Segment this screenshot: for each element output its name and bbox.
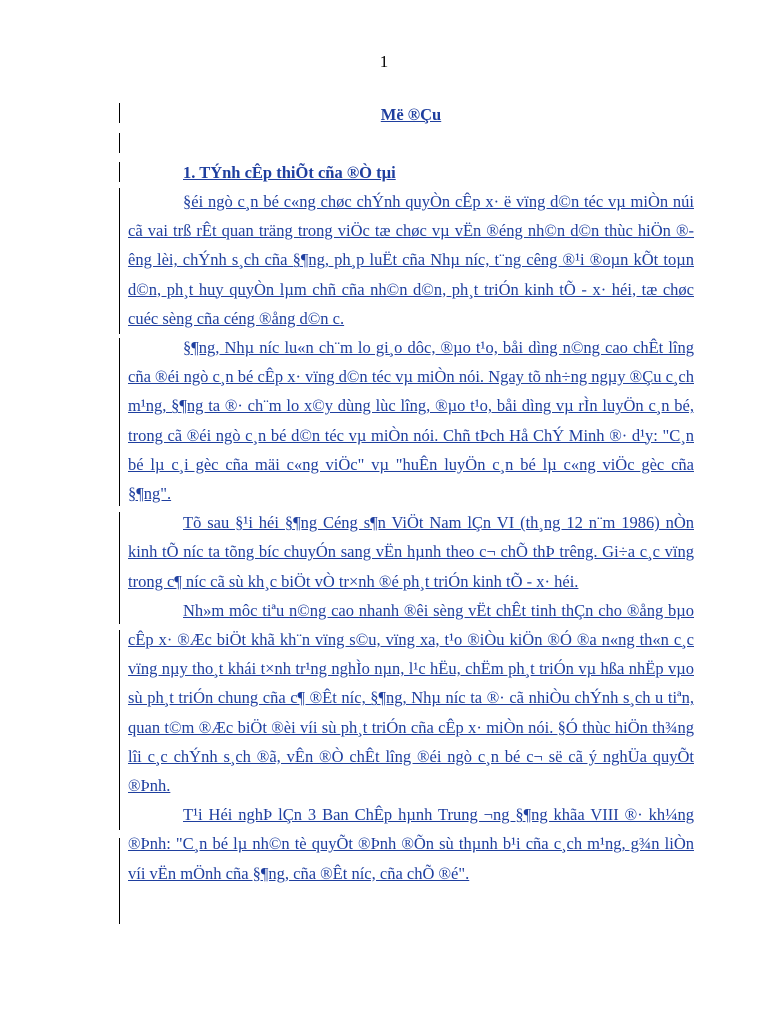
revision-bar [119,188,120,334]
paragraph: §éi ngò c¸n bé c«ng chøc chÝnh quyÒn cÊp x· ë vïng d©n téc vµ miÒn núi cã vai trß rÊt quan träng trong viÖc tæ chøc vµ vËn ®éng nh©n d©n thùc hiÖn ®êng lèi, chÝnh s¸ch cña §¶ng, ph¸p luËt cña Nhµ níc, t¨ng cêng ®¹i ®oµn kÕt toµn d©n, ph¸t huy quyÒn lµm chñ cña nh©n d©n, ph¸t triÓn kinh tÕ - x· héi, tæ chøc cuéc sèng cña céng ®ång d©n c. [128,192,694,328]
revision-bar [119,162,120,182]
revision-bar [119,512,120,624]
revision-bar [119,103,120,123]
paragraph: Nh»m môc tiªu n©ng cao nhanh ®êi sèng vËt chÊt tinh thÇn cho ®ång bµo cÊp x· ®Æc biÖt khã kh¨n vïng s©u, vïng xa, t¹o ®iÒu kiÖn ®Ó ®a n«ng th«n c¸c vïng nµy tho¸t khái t×nh tr¹ng nghÌo nµn, l¹c hËu, chËm ph¸t triÓn vµ hßa nhËp vµo sù ph¸t triÓn chung cña c¶ ®Êt níc, §¶ng, Nhµ níc ta ®· cã nhiÒu chÝnh s¸ch u tiªn, quan t©m ®Æc biÖt ®èi víi sù ph¸t triÓn cña cÊp x· miÒn nói. §Ó thùc hiÖn th¾ng lîi c¸c chÝnh s¸ch ®ã, vÊn ®Ò chÊt lîng ®éi ngò c¸n bé c¬ së cã ý nghÜa quyÕt ®Þnh. [128,600,694,796]
paragraph: §¶ng, Nhµ níc lu«n ch¨m lo gi¸o dôc, ®µo t¹o, båi dìng n©ng cao chÊt lîng cña ®éi ngò c¸n bé cÊp x· vïng d©n téc vµ miÒn nói. Ngay tõ nh÷ng ngµy ®Çu c¸ch m¹ng, §¶ng ta ®· ch¨m lo x©y dùng lùc lîng, ®µo t¹o, båi dìng vµ rÌn luyÖn c¸n bé, trong cã ®éi ngò c¸n bé d©n téc vµ miÒn nói. Chñ tÞch Hå ChÝ Minh ®· d¹y: "C¸n bé lµ c¸i gèc cña mäi c«ng viÖc" vµ "huÊn luyÖn c¸n bé lµ c«ng viÖc gèc cña §¶ng". [128,338,694,504]
section-title: 1. TÝnh cÊp thiÕt cña ®Ò tµi [183,163,396,182]
page-number: 1 [379,52,389,71]
revision-bar [119,838,120,924]
revision-bar [119,630,120,830]
document-body [128,100,694,888]
paragraph: Tõ sau §¹i héi §¶ng Céng s¶n ViÖt Nam lÇn VI (th¸ng 12 n¨m 1986) nÒn kinh tÕ níc ta tõng bíc chuyÓn sang vËn hµnh theo c¬ chÕ thÞ trêng. Gi÷a c¸c vïng trong c¶ níc cã sù kh¸c biÖt vÒ tr×nh ®é ph¸t triÓn kinh tÕ - x· héi. [128,513,694,591]
document-heading: Më ®Çu [380,105,442,124]
blank-line [128,129,694,158]
paragraph: T¹i Héi nghÞ lÇn 3 Ban ChÊp hµnh Trung ¬ng §¶ng khãa VIII ®· kh¼ng ®Þnh: "C¸n bé lµ nh©n tè quyÕt ®Þnh ®Õn sù thµnh b¹i cña c¸ch m¹ng, g¾n liÒn víi vËn mÖnh cña §¶ng, cña ®Êt níc, cña chÕ ®é". [128,805,694,883]
revision-bar [119,338,120,506]
revision-bar [119,133,120,153]
